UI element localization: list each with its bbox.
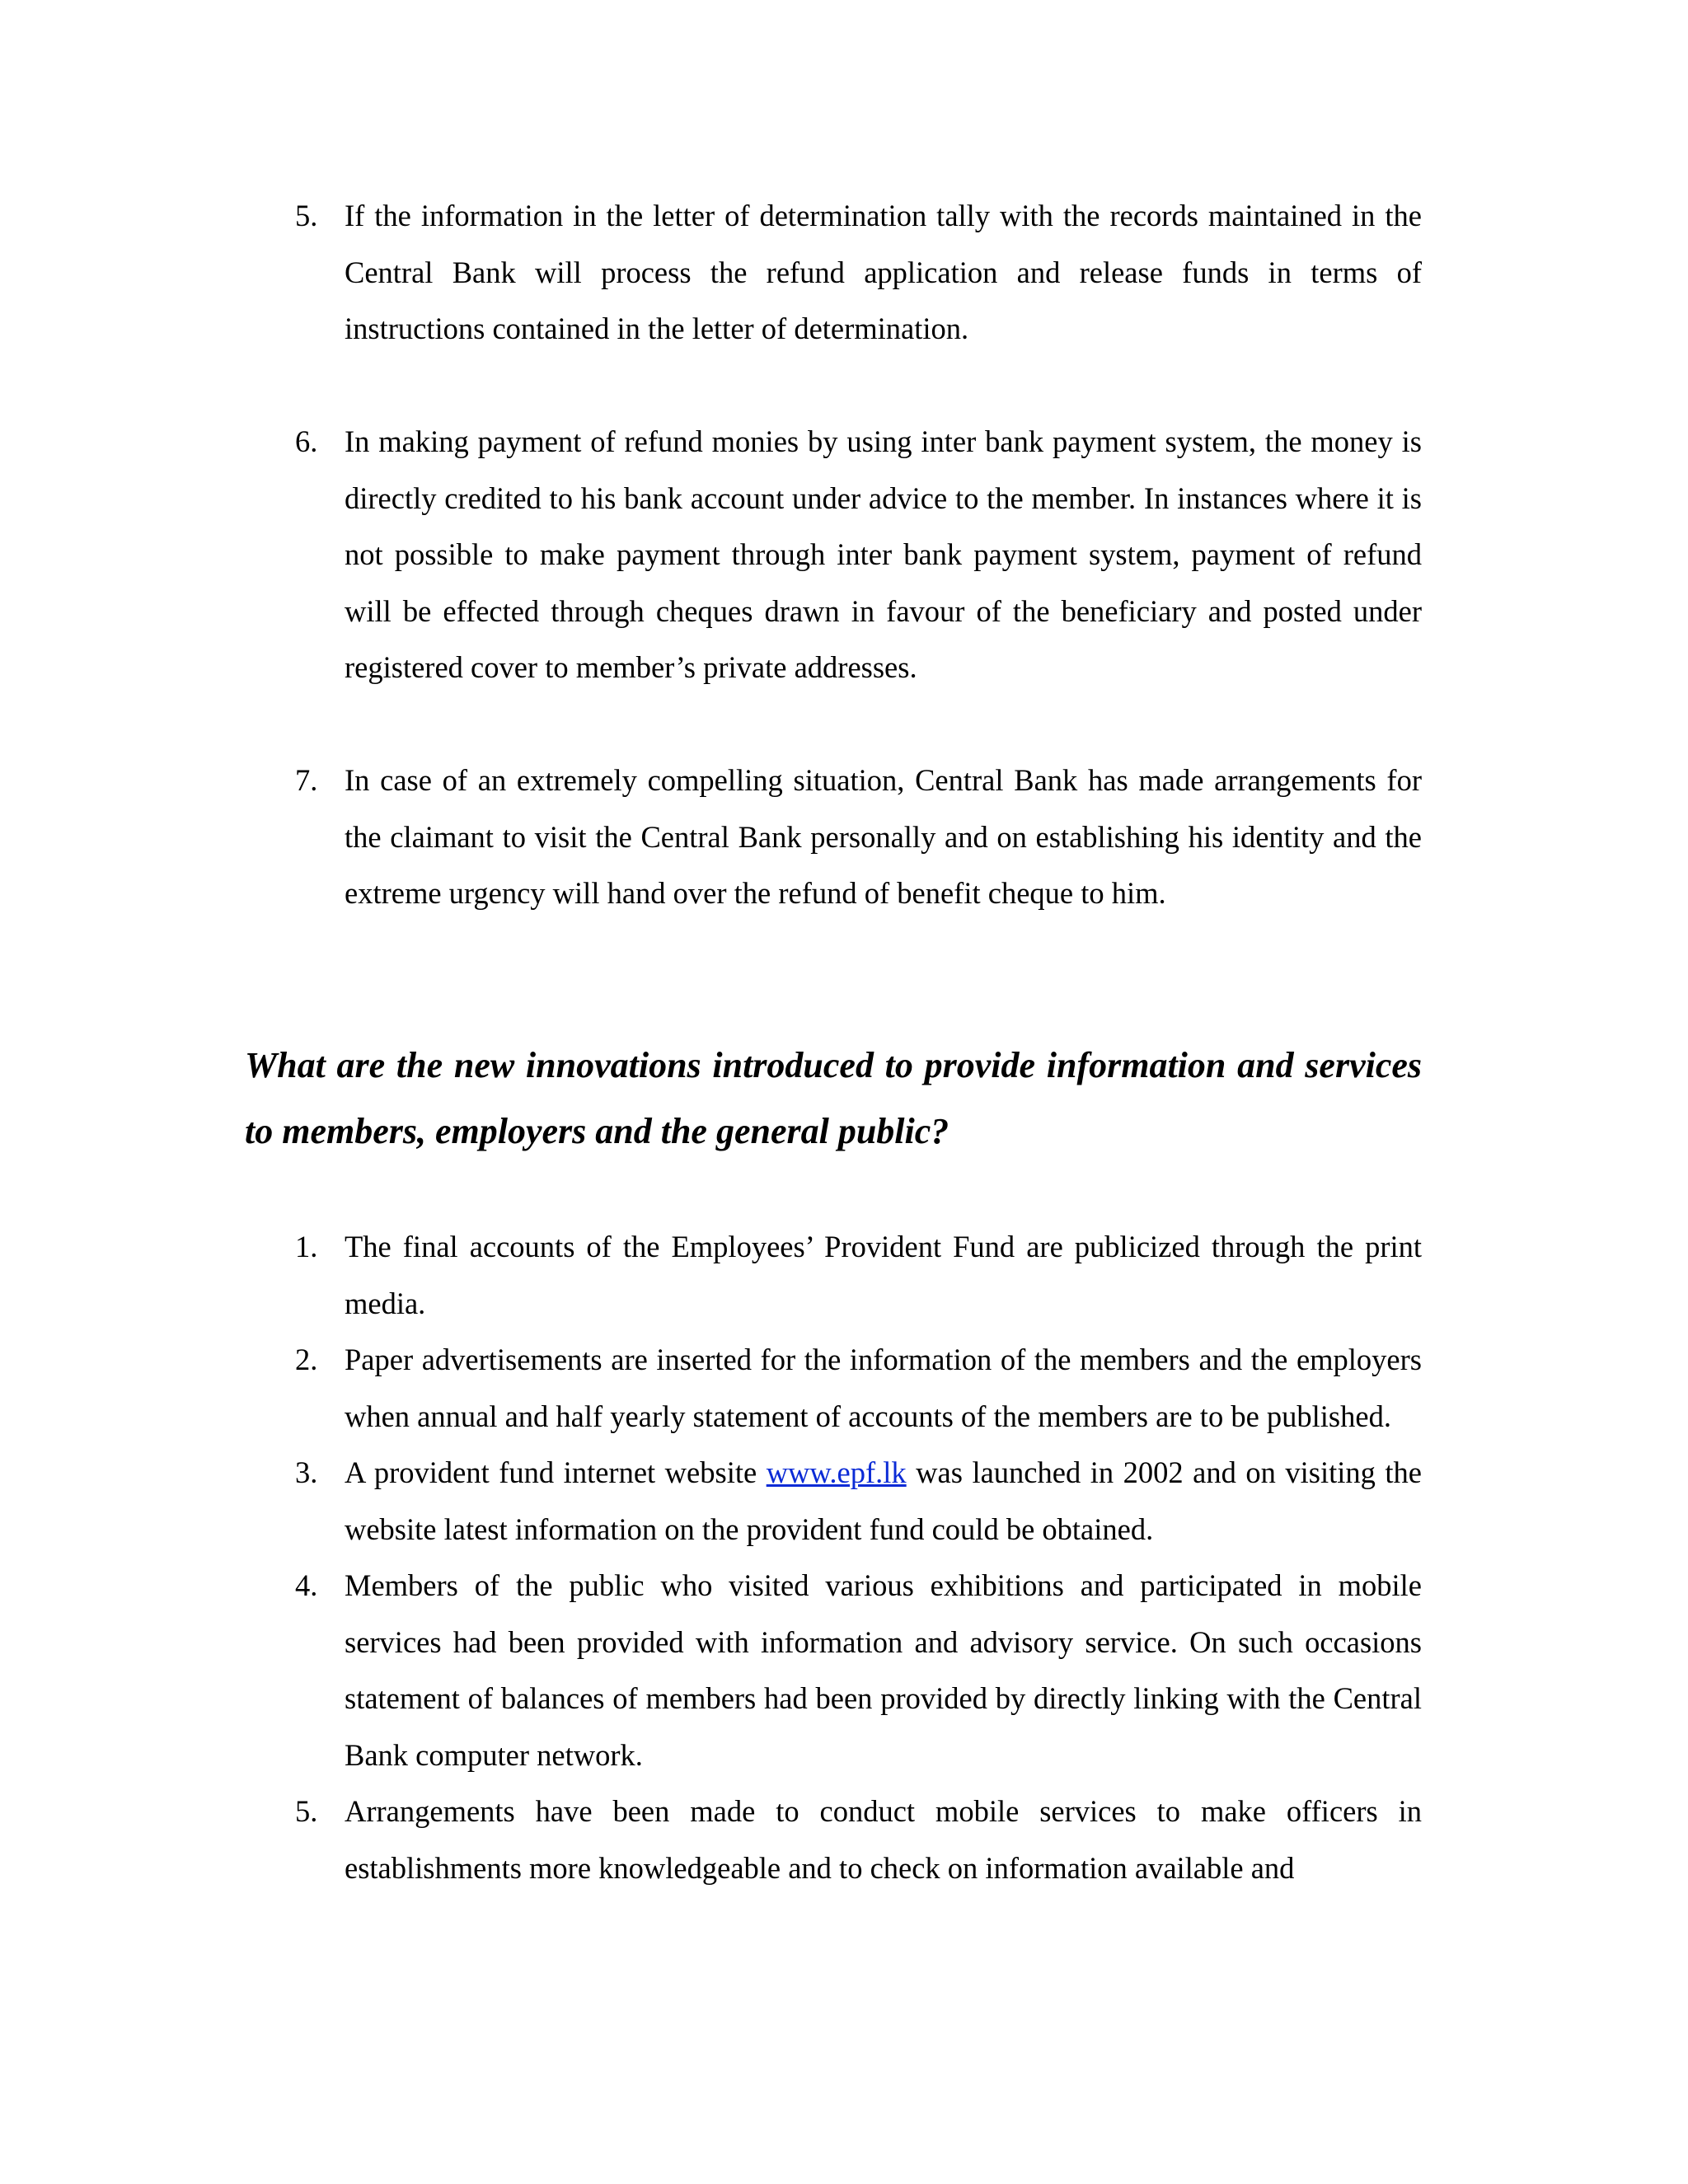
list-item-number: 2.	[295, 1343, 318, 1376]
list-item	[295, 1332, 1422, 1445]
list-item	[295, 1558, 1422, 1783]
list-item-number: 5.	[295, 199, 318, 232]
list-item-number: 5.	[295, 1794, 318, 1828]
list-item-text: Paper advertisements are inserted for the information of the members and the employers when annual and half yearly statement of accounts of the members are to be published.	[345, 1343, 1422, 1433]
list-item	[295, 414, 1422, 696]
list-item-number: 7.	[295, 763, 318, 797]
list-item-text: Members of the public who visited various exhibitions and participated in mobile services had been provided with information and advisory service. On such occasions statement of balances of members had been provided by directly linking with the Central Bank computer network.	[345, 1568, 1422, 1772]
list-item-number: 4.	[295, 1568, 318, 1602]
list-item-text: The final accounts of the Employees’ Provident Fund are publicized through the print media.	[345, 1230, 1422, 1320]
list-item-text: In making payment of refund monies by using inter bank payment system, the money is directly credited to his bank account under advice to the member. In instances where it is not possible to make payment through inter bank payment system, payment of refund will be effected through cheques drawn in favour of the beneficiary and posted under registered cover to member’s private addresses.	[345, 424, 1422, 684]
website-link[interactable]: www.epf.lk	[766, 1455, 907, 1489]
list-item-number: 6.	[295, 424, 318, 458]
list-item-number: 1.	[295, 1230, 318, 1263]
innovations-list	[295, 1219, 1422, 1896]
list-item-text-before-link: A provident fund internet website	[345, 1455, 767, 1489]
refund-steps-list	[295, 188, 1422, 922]
list-item-number: 3.	[295, 1455, 318, 1489]
list-item-text: Arrangements have been made to conduct mobile services to make officers in establishments more knowledgeable and to check on information available and	[345, 1794, 1422, 1885]
list-item-text: In case of an extremely compelling situation, Central Bank has made arrangements for the claimant to visit the Central Bank personally and on establishing his identity and the extreme urgency will hand over the refund of benefit cheque to him.	[345, 763, 1422, 910]
list-item-text: If the information in the letter of determination tally with the records maintained in the Central Bank will process the refund application and release funds in terms of instructions contained in the letter of determination.	[345, 199, 1422, 345]
list-item	[295, 1445, 1422, 1558]
list-item-text-after-link: was launched in 2002 and on visiting the website latest information on the provident fund could be obtained.	[345, 1455, 1422, 1546]
list-item	[295, 1219, 1422, 1332]
section-heading: What are the new innovations introduced to provide information and services to members, employers and the general public?	[245, 1045, 1422, 1151]
list-item	[295, 752, 1422, 922]
list-item	[295, 1783, 1422, 1896]
list-item	[295, 188, 1422, 358]
